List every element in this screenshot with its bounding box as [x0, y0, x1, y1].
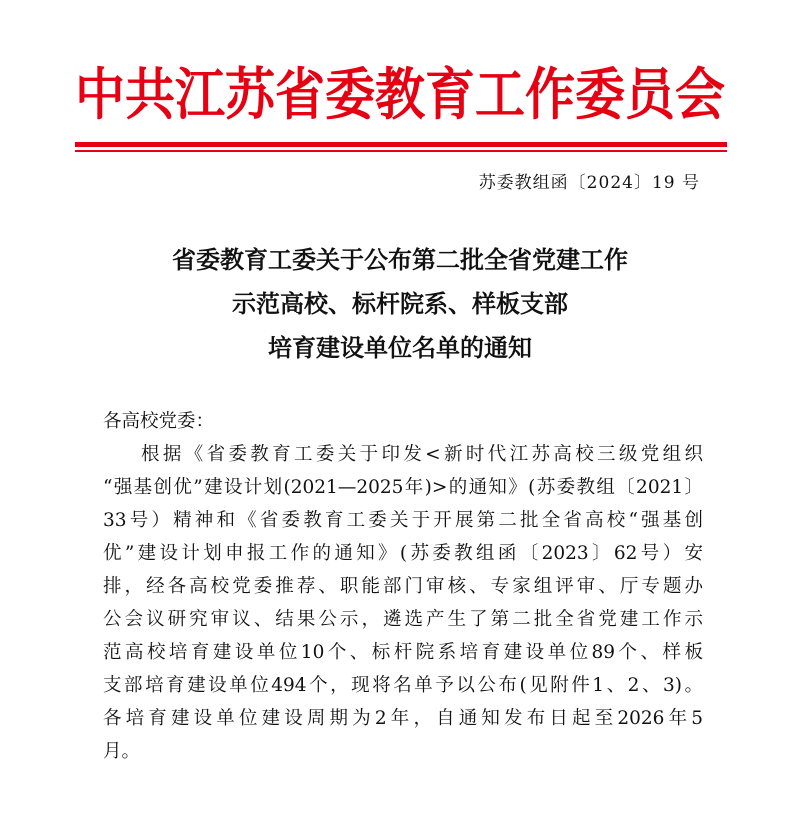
- body-line: 根据《省委教育工委关于印发<新时代江苏高校三级党组织: [141, 444, 703, 465]
- body-line: “强基创优”建设计划(2021—2025年)>的通知》(苏委教组〔2021〕: [103, 477, 703, 498]
- body-line: 支部培育建设单位494个，现将名单予以公布(见附件1、2、3)。: [103, 675, 703, 696]
- title-line: 省委教育工委关于公布第二批全省党建工作: [172, 245, 628, 274]
- body-line: 月。: [103, 741, 141, 762]
- header-rule-thick: [75, 142, 727, 147]
- document-title: [80, 238, 720, 370]
- body-line: 公会议研究审议、结果公示，遴选产生了第二批全省党建工作示: [103, 609, 703, 630]
- body-paragraph: [103, 438, 703, 768]
- body-line: 33号）精神和《省委教育工委关于开展第二批全省高校“强基创: [103, 510, 703, 531]
- body-line: 排，经各高校党委推荐、职能部门审核、专家组评审、厅专题办: [103, 576, 703, 597]
- header-rule-thin: [75, 150, 727, 152]
- title-line: 示范高校、标杆院系、样板支部: [232, 289, 568, 318]
- body-line: 优”建设计划申报工作的通知》(苏委教组函〔2023〕62号）安: [103, 543, 703, 564]
- body-line: 范高校培育建设单位10个、标杆院系培育建设单位89个、样板: [103, 642, 703, 663]
- salutation: 各高校党委：: [103, 411, 215, 432]
- title-line: 培育建设单位名单的通知: [268, 333, 532, 362]
- document-number: 苏委教组函〔2024〕19 号: [478, 173, 700, 193]
- body-line: 各培育建设单位建设周期为2年，自通知发布日起至2026年5: [103, 708, 703, 729]
- organization-header: 中共江苏省委教育工作委员会: [75, 61, 725, 128]
- document-body: [103, 405, 703, 768]
